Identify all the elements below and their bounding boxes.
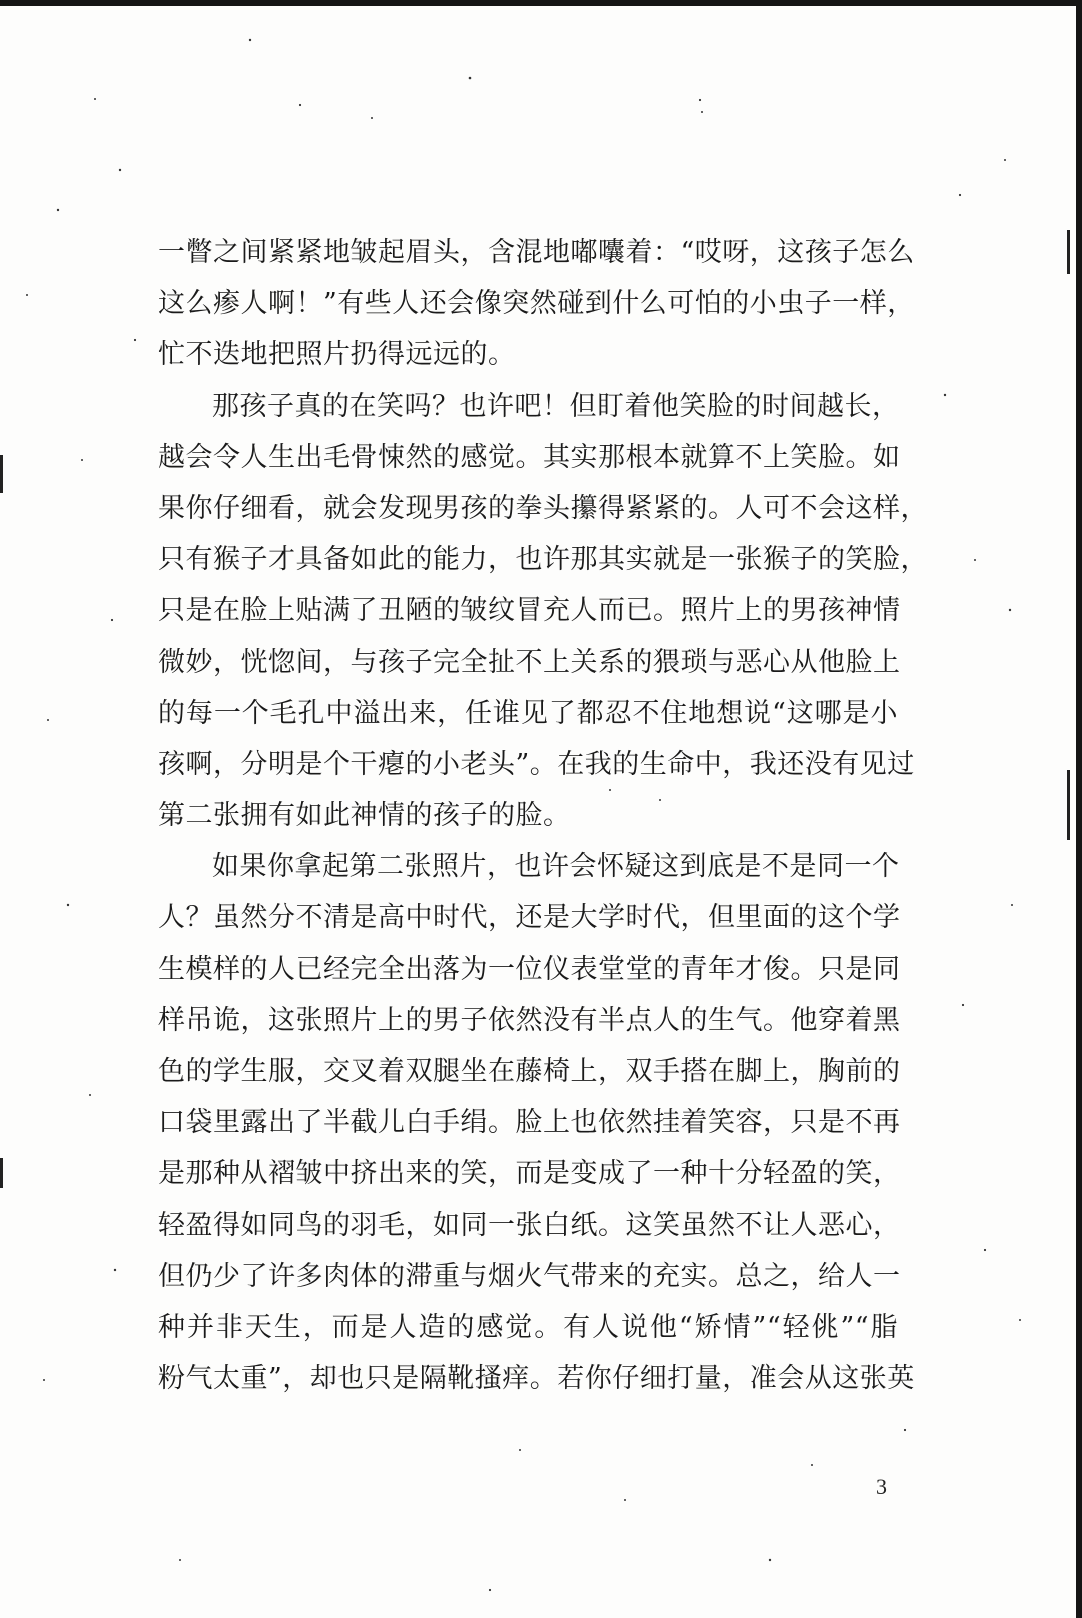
text-line: 忙不迭地把照片扔得远远的。 (158, 339, 516, 371)
text-line: 生模样的人已经完全出落为一位仪表堂堂的青年才俊。只是同 (158, 953, 901, 985)
text-line: 粉气太重”，却也只是隔靴搔痒。若你仔细打量，准会从这张英 (158, 1363, 915, 1395)
text-line: 种并非天生，而是人造的感觉。有人说他“矫情”“轻佻”“脂 (158, 1311, 898, 1343)
text-line: 的每一个毛孔中溢出来，任谁见了都忍不住地想说“这哪是小 (158, 697, 898, 729)
body-text (158, 227, 928, 1404)
text-line: 越会令人生出毛骨悚然的感觉。其实那根本就算不上笑脸。如 (158, 441, 901, 473)
text-line: 这么瘆人啊！”有些人还会像突然碰到什么可怕的小虫子一样， (158, 288, 915, 320)
text-line: 但仍少了许多肉体的滞重与烟火气带来的充实。总之，给人一 (158, 1260, 901, 1292)
scan-left-mark (0, 455, 3, 493)
text-line: 只有猴子才具备如此的能力，也许那其实就是一张猴子的笑脸， (158, 544, 928, 576)
text-line: 果你仔细看，就会发现男孩的拳头攥得紧紧的。人可不会这样， (158, 492, 928, 524)
text-line: 只是在脸上贴满了丑陋的皱纹冒充人而已。照片上的男孩神情 (158, 595, 901, 627)
text-line: 一瞥之间紧紧地皱起眉头，含混地嘟囔着：“哎呀，这孩子怎么 (158, 237, 915, 268)
scan-right-mark (1067, 230, 1070, 274)
text-line: 如果你拿起第二张照片，也许会怀疑这到底是不是同一个 (212, 851, 900, 883)
text-line: 色的学生服，交叉着双腿坐在藤椅上，双手搭在脚上，胸前的 (158, 1056, 901, 1087)
text-line: 样吊诡，这张照片上的男子依然没有半点人的生气。他穿着黑 (158, 1004, 901, 1036)
text-line: 是那种从褶皱中挤出来的笑，而是变成了一种十分轻盈的笑， (158, 1158, 901, 1190)
scan-left-mark (0, 1158, 3, 1188)
text-line: 孩啊，分明是个干瘪的小老头”。在我的生命中，我还没有见过 (158, 748, 915, 780)
page-number: 3 (876, 1474, 887, 1499)
text-line: 那孩子真的在笑吗？也许吧！但盯着他笑脸的时间越长， (212, 390, 900, 422)
scan-top-border (0, 0, 1082, 6)
text-line: 轻盈得如同鸟的羽毛，如同一张白纸。这笑虽然不让人恶心， (158, 1209, 901, 1241)
text-line: 第二张拥有如此神情的孩子的脸。 (158, 800, 571, 832)
text-line: 口袋里露出了半截儿白手绢。脸上也依然挂着笑容，只是不再 (158, 1107, 901, 1139)
scan-right-mark (1067, 770, 1070, 840)
text-line: 人？虽然分不清是高中时代，还是大学时代，但里面的这个学 (158, 902, 901, 934)
text-line: 微妙，恍惚间，与孩子完全扯不上关系的猥琐与恶心从他脸上 (158, 646, 901, 678)
scan-right-border (1076, 0, 1082, 1618)
